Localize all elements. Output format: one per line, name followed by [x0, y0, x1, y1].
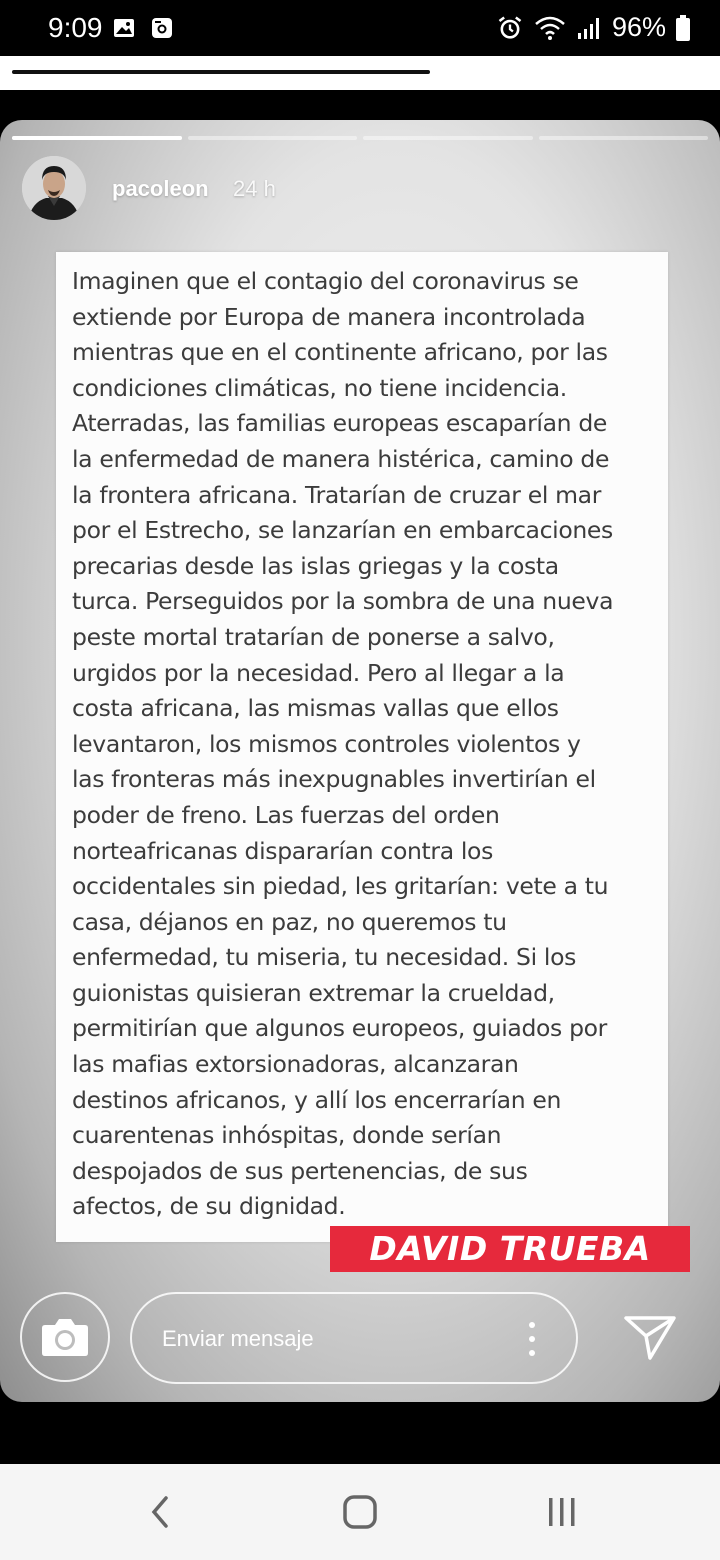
article-line: precarias desde las islas griegas y la costa: [72, 551, 559, 580]
home-icon: [342, 1494, 378, 1530]
back-button[interactable]: [130, 1484, 190, 1540]
article-line: poder de freno. Las fuerzas del orden: [72, 800, 500, 829]
article-line: guionistas quisieran extremar la crueldad,: [72, 978, 555, 1007]
article-line: la frontera africana. Tratarían de cruzar el mar: [72, 480, 602, 509]
progress-segment: [188, 136, 358, 140]
alarm-icon: [496, 14, 524, 42]
story-progress: [12, 136, 708, 140]
progress-segment: [363, 136, 533, 140]
article-line: las mafias extorsionadoras, alcanzaran: [72, 1050, 519, 1079]
article-line: las fronteras más inexpugnables invertirían el: [72, 765, 596, 794]
article-line: turca. Perseguidos por la sombra de una nueva: [72, 587, 614, 616]
article-line: mientras que en el continente africano, por las: [72, 338, 608, 367]
article-text: [72, 264, 654, 1225]
story-time-ago: 24 h: [233, 176, 276, 201]
signal-icon: [576, 15, 602, 41]
article-line: Imaginen que el contagio del coronavirus se: [72, 267, 579, 295]
article-line: casa, déjanos en paz, no queremos tu: [72, 907, 507, 936]
back-icon: [148, 1494, 172, 1530]
article-image: [56, 252, 668, 1242]
status-bar: [0, 0, 720, 56]
article-line: norteafricanas dispararían contra los: [72, 836, 493, 865]
story-viewer[interactable]: [0, 120, 720, 1402]
article-line: enfermedad, tu miseria, tu necesidad. Si los: [72, 943, 577, 972]
article-line: condiciones climáticas, no tiene incidencia.: [72, 373, 567, 402]
status-notification-icons: [112, 16, 174, 40]
send-icon: [622, 1312, 678, 1364]
article-line: extiende por Europa de manera incontrolada: [72, 302, 586, 331]
article-line: levantaron, los mismos controles violentos y: [72, 729, 581, 758]
progress-segment: [539, 136, 709, 140]
article-line: afectos, de su dignidad.: [72, 1192, 346, 1221]
top-divider: [12, 70, 430, 74]
gallery-notification-icon: [112, 16, 136, 40]
avatar[interactable]: [22, 156, 86, 220]
progress-fill: [12, 136, 182, 140]
story-username[interactable]: pacoleon: [112, 176, 209, 201]
recents-icon: [544, 1494, 580, 1530]
article-line: costa africana, las mismas vallas que ellos: [72, 694, 559, 723]
status-time: 9:09: [48, 12, 103, 43]
wifi-icon: [534, 14, 566, 42]
message-placeholder: Enviar mensaje: [162, 1326, 314, 1351]
article-line: por el Estrecho, se lanzarían en embarcaciones: [72, 516, 613, 545]
send-button[interactable]: [622, 1312, 678, 1364]
instagram-notification-icon: [150, 16, 174, 40]
app-top-strip: [0, 56, 720, 90]
camera-icon: [40, 1316, 90, 1358]
battery-icon: [676, 15, 690, 41]
status-right: [496, 12, 690, 43]
system-nav-bar: [0, 1464, 720, 1560]
recents-button[interactable]: [532, 1484, 592, 1540]
article-line: la enfermedad de manera histérica, camino de: [72, 444, 610, 473]
article-line: peste mortal tratarían de ponerse a salvo,: [72, 622, 555, 651]
progress-segment: [12, 136, 182, 140]
avatar-portrait-icon: [22, 156, 86, 220]
article-line: destinos africanos, y allí los encerrarían en: [72, 1085, 562, 1114]
home-button[interactable]: [330, 1484, 390, 1540]
camera-button[interactable]: [20, 1292, 110, 1382]
article-line: urgidos por la necesidad. Pero al llegar a la: [72, 658, 565, 687]
article-line: despojados de sus pertenencias, de sus: [72, 1156, 528, 1185]
author-tag: DAVID TRUEBA: [330, 1226, 690, 1272]
article-line: Aterradas, las familias europeas escaparían de: [72, 409, 607, 438]
battery-percentage: 96%: [611, 12, 666, 42]
article-line: cuarentenas inhóspitas, donde serían: [72, 1121, 502, 1150]
article-line: permitirían que algunos europeos, guiados por: [72, 1014, 607, 1043]
article-line: occidentales sin piedad, les gritarían: vete a tu: [72, 872, 609, 901]
more-options-icon[interactable]: [526, 1322, 538, 1356]
message-input[interactable]: [130, 1292, 578, 1384]
